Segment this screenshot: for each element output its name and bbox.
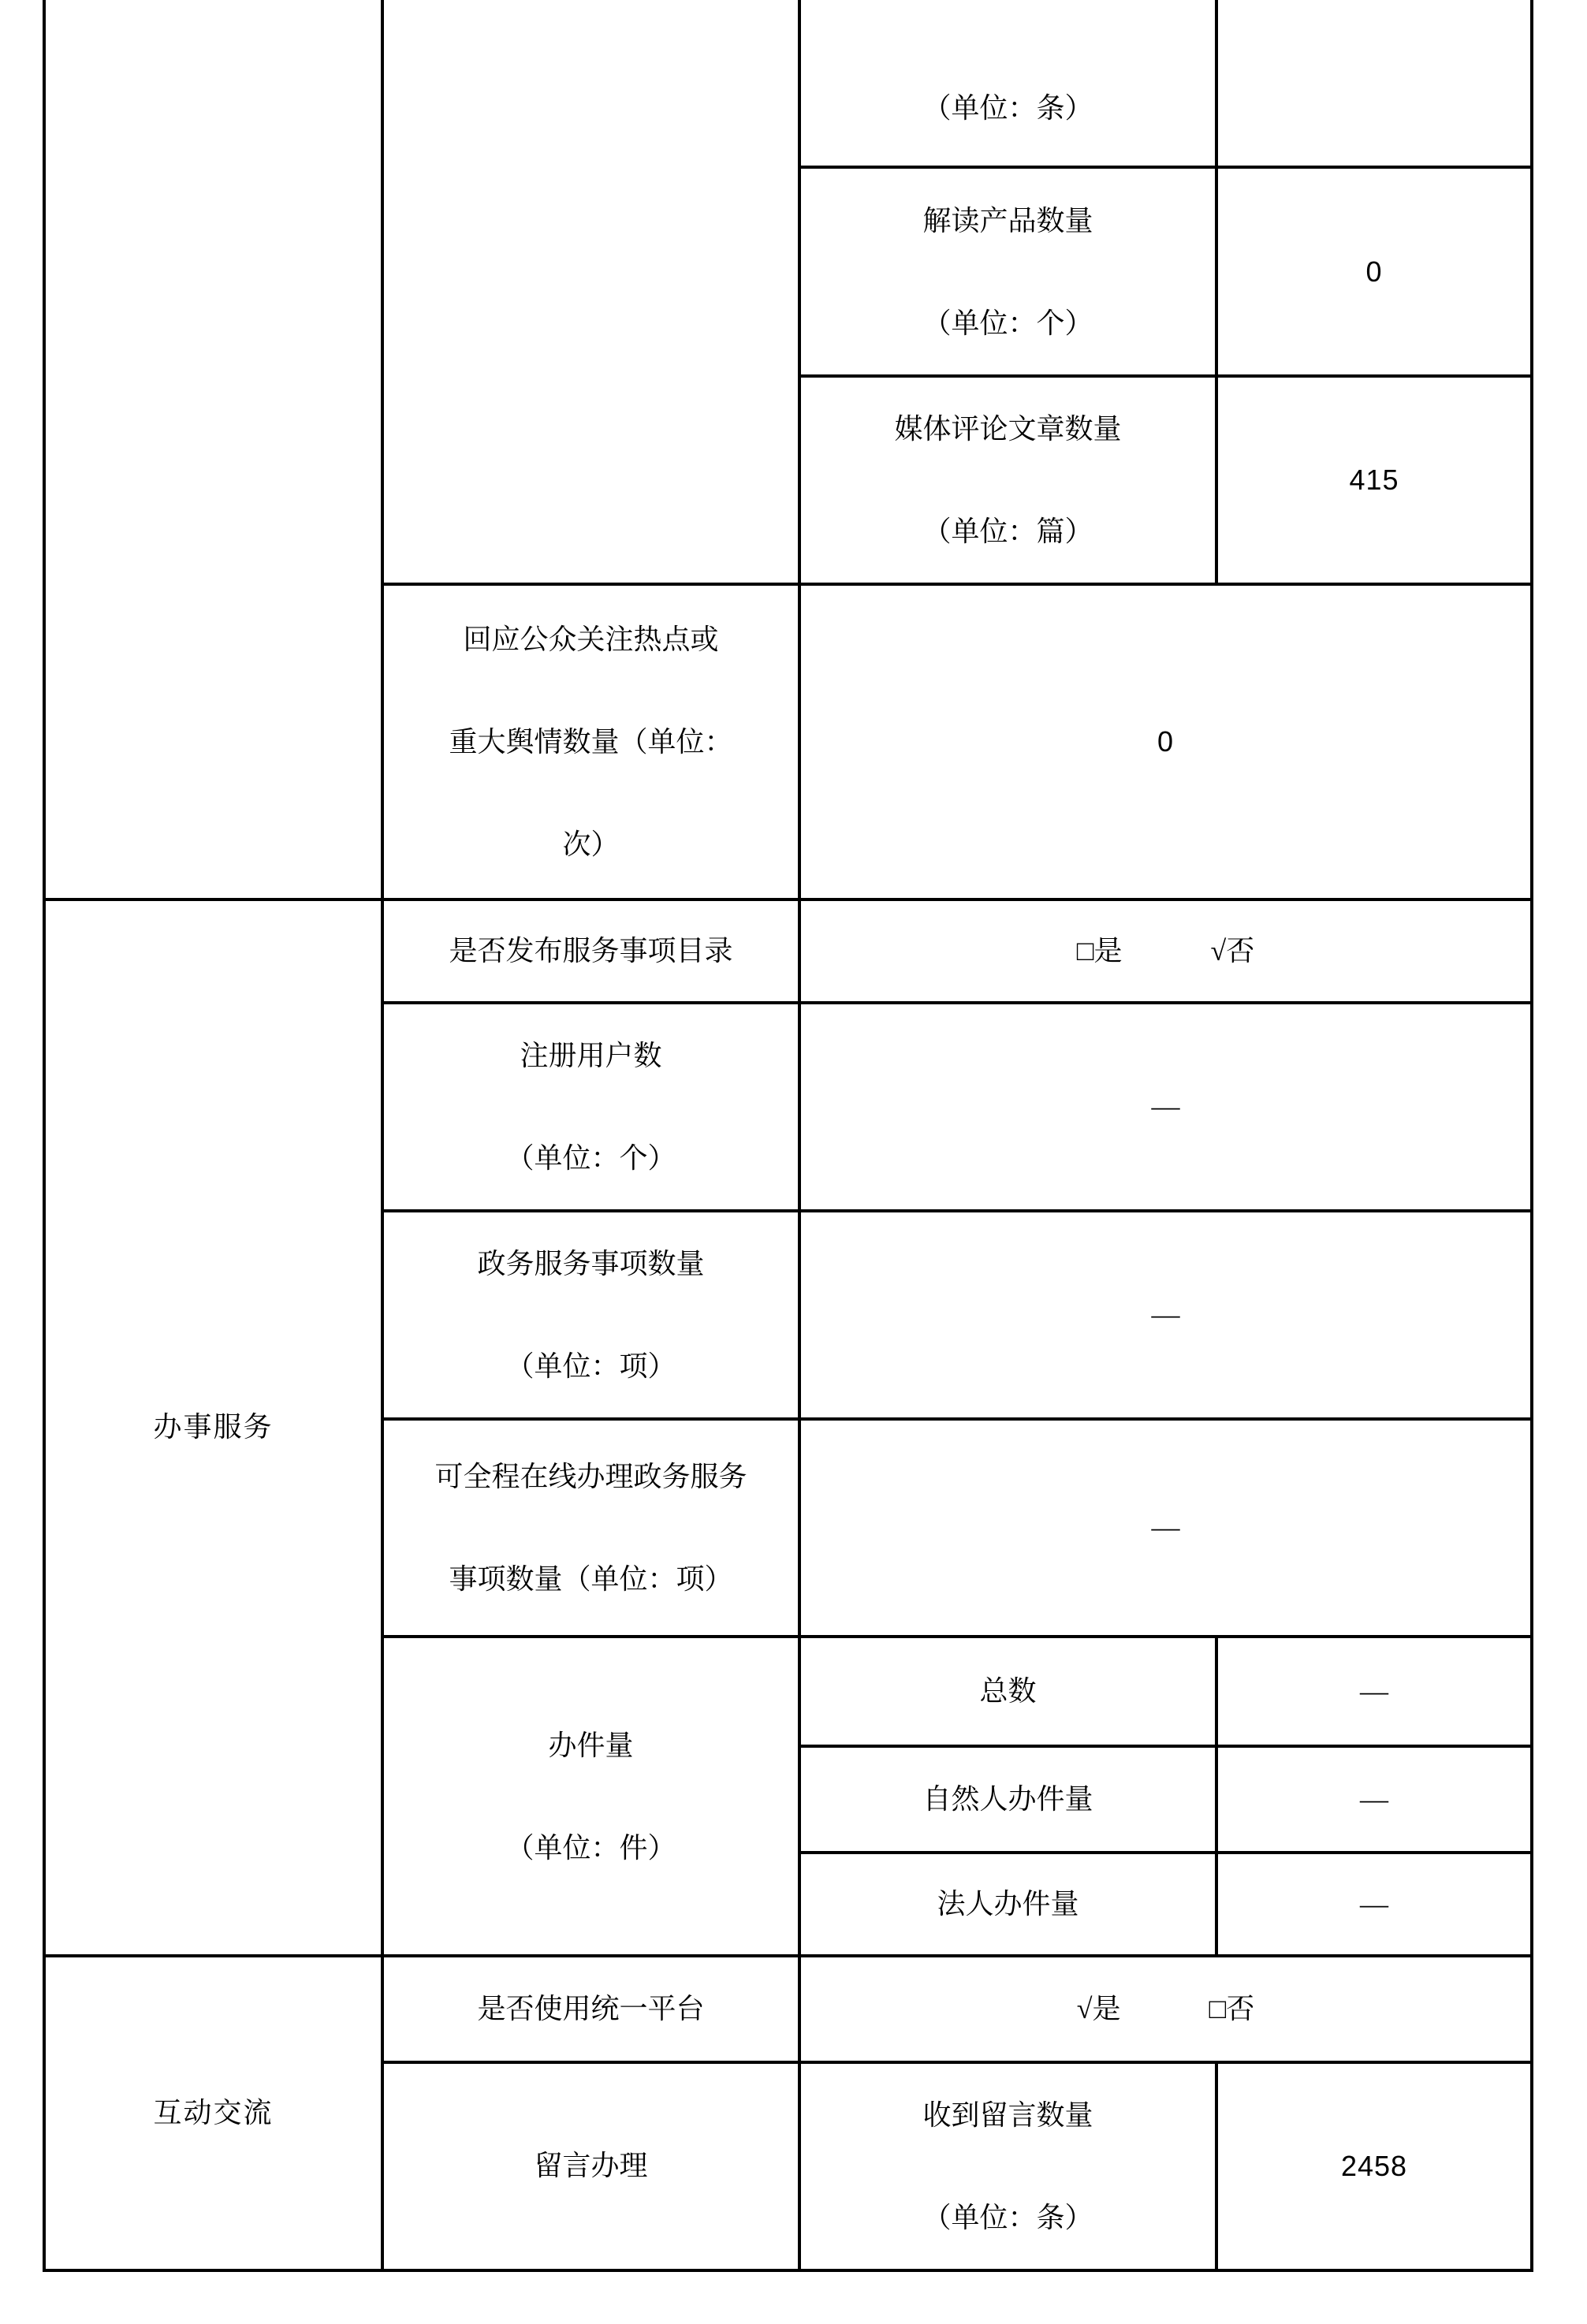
cell-service-catalog-value <box>799 899 1532 1003</box>
cell-case-volume-label <box>382 1637 799 1956</box>
cell-registered-users-label <box>382 1003 799 1211</box>
unified-platform-option-no: □否 <box>1209 1992 1255 2024</box>
report-table <box>43 0 1533 2272</box>
online-service-items-line2: 事项数量（单位：项） <box>449 1563 733 1595</box>
cell-unit-tiao-label <box>799 0 1216 167</box>
cell-subcategory-top-empty <box>382 0 799 584</box>
unit-tiao-text: （单位：条） <box>922 92 1093 124</box>
case-volume-title: 办件量 <box>548 1729 634 1761</box>
section-label-interaction: 互动交流 <box>44 1956 382 2270</box>
cell-public-opinion-response-label <box>382 584 799 899</box>
registered-users-unit: （单位：个） <box>505 1142 676 1174</box>
service-items-unit: （单位：项） <box>505 1350 676 1382</box>
cell-interpretation-products-label <box>799 167 1216 376</box>
cell-message-handling-label: 留言办理 <box>382 2062 799 2270</box>
messages-received-title: 收到留言数量 <box>922 2099 1093 2131</box>
case-volume-unit: （单位：件） <box>505 1831 676 1864</box>
cell-service-catalog-label: 是否发布服务事项目录 <box>382 899 799 1003</box>
public-opinion-response-line1: 回应公众关注热点或 <box>463 624 719 655</box>
cell-unit-tiao-value <box>1216 0 1532 167</box>
cell-case-total-value: — <box>1216 1637 1532 1746</box>
cell-service-items-label <box>382 1211 799 1419</box>
media-comment-articles-title: 媒体评论文章数量 <box>894 413 1122 445</box>
cell-registered-users-value: — <box>799 1003 1532 1211</box>
service-catalog-option-yes: □是 <box>1076 934 1123 966</box>
cell-media-comment-articles-value: 415 <box>1216 376 1532 584</box>
registered-users-title: 注册用户数 <box>520 1040 662 1071</box>
cell-case-legal-person-value: — <box>1216 1853 1532 1956</box>
cell-unified-platform-value <box>799 1956 1532 2062</box>
cell-messages-received-value: 2458 <box>1216 2062 1532 2270</box>
cell-case-natural-person-label: 自然人办件量 <box>799 1746 1216 1853</box>
cell-unified-platform-label: 是否使用统一平台 <box>382 1956 799 2062</box>
interpretation-products-title: 解读产品数量 <box>922 204 1093 236</box>
public-opinion-response-line2: 重大舆情数量（单位： <box>449 726 733 758</box>
cell-public-opinion-response-value: 0 <box>799 584 1532 899</box>
cell-case-total-label: 总数 <box>799 1637 1216 1746</box>
service-catalog-option-no: √否 <box>1210 934 1255 966</box>
cell-case-natural-person-value: — <box>1216 1746 1532 1853</box>
online-service-items-line1: 可全程在线办理政务服务 <box>434 1461 747 1492</box>
interpretation-products-unit: （单位：个） <box>922 307 1093 339</box>
cell-category-top-empty <box>44 0 382 899</box>
section-label-service: 办事服务 <box>44 899 382 1956</box>
cell-online-service-items-value: — <box>799 1419 1532 1637</box>
cell-service-items-value: — <box>799 1211 1532 1419</box>
public-opinion-response-line3: 次） <box>562 829 620 860</box>
messages-received-unit: （单位：条） <box>922 2202 1093 2233</box>
cell-media-comment-articles-label <box>799 376 1216 584</box>
cell-interpretation-products-value: 0 <box>1216 167 1532 376</box>
cell-case-legal-person-label: 法人办件量 <box>799 1853 1216 1956</box>
unified-platform-option-yes: √是 <box>1076 1992 1121 2024</box>
cell-online-service-items-label <box>382 1419 799 1637</box>
media-comment-articles-unit: （单位：篇） <box>922 516 1093 547</box>
service-items-title: 政务服务事项数量 <box>477 1248 705 1279</box>
cell-messages-received-label <box>799 2062 1216 2270</box>
